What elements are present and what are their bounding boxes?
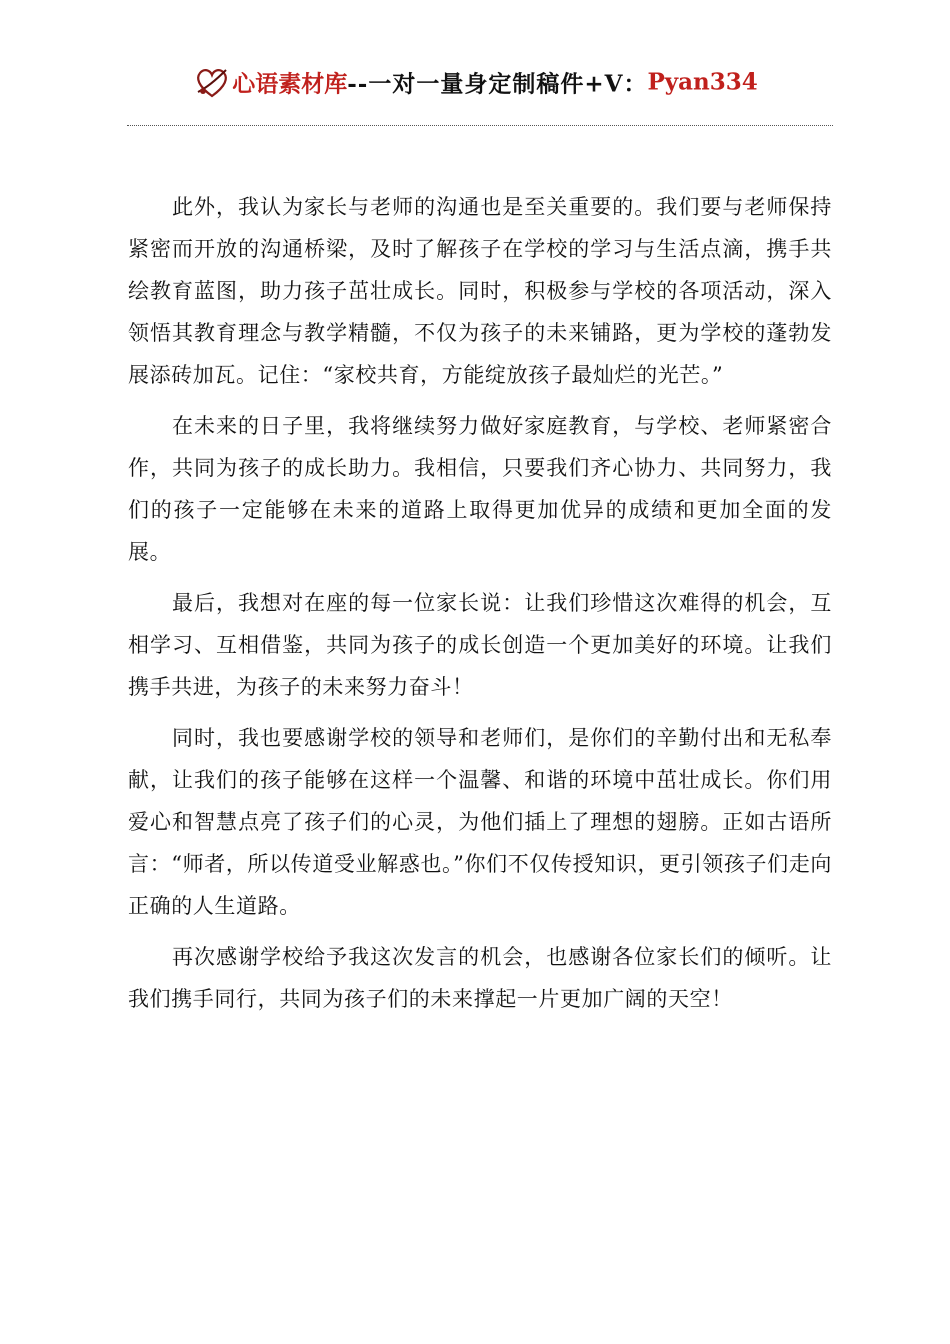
page-header bbox=[0, 62, 950, 102]
paragraph: 同时，我也要感谢学校的领导和老师们，是你们的辛勤付出和无私奉献，让我们的孩子能够在这样一个温馨、和谐的环境中茁壮成长。你们用爱心和智慧点亮了孩子们的心灵，为他们插上了理想的翅膀。正如古语所言：“师者，所以传道受业解惑也。”你们不仅传授知识，更引领孩子们走向正确的人生道路。 bbox=[128, 726, 832, 918]
header-brand: 心语素材库 bbox=[232, 70, 348, 98]
paragraph: 最后，我想对在座的每一位家长说：让我们珍惜这次难得的机会，互相学习、互相借鉴，共同为孩子的成长创造一个更加美好的环境。让我们携手共进，为孩子的未来努力奋斗！ bbox=[128, 591, 832, 699]
paragraph: 再次感谢学校给予我这次发言的机会，也感谢各位家长们的倾听。让我们携手同行，共同为孩子们的未来撑起一片更加广阔的天空！ bbox=[128, 945, 832, 1011]
header-contact-id: Pyan334 bbox=[647, 68, 758, 96]
paragraph: 在未来的日子里，我将继续努力做好家庭教育，与学校、老师紧密合作，共同为孩子的成长助力。我相信，只要我们齐心协力、共同努力，我们的孩子一定能够在未来的道路上取得更加优异的成绩和更加全面的发展。 bbox=[128, 414, 832, 564]
header-tagline: --一对一量身定制稿件+V： bbox=[347, 70, 648, 98]
paragraph: 此外，我认为家长与老师的沟通也是至关重要的。我们要与老师保持紧密而开放的沟通桥梁，及时了解孩子在学校的学习与生活点滴，携手共绘教育蓝图，助力孩子茁壮成长。同时，积极参与学校的各项活动，深入领悟其教育理念与教学精髓，不仅为孩子的未来铺路，更为学校的蓬勃发展添砖加瓦。记住：“家校共育，方能绽放孩子最灿烂的光芒。” bbox=[128, 195, 832, 387]
document-body bbox=[128, 186, 832, 1029]
heart-logo-icon bbox=[192, 62, 232, 102]
header-divider bbox=[127, 125, 833, 126]
